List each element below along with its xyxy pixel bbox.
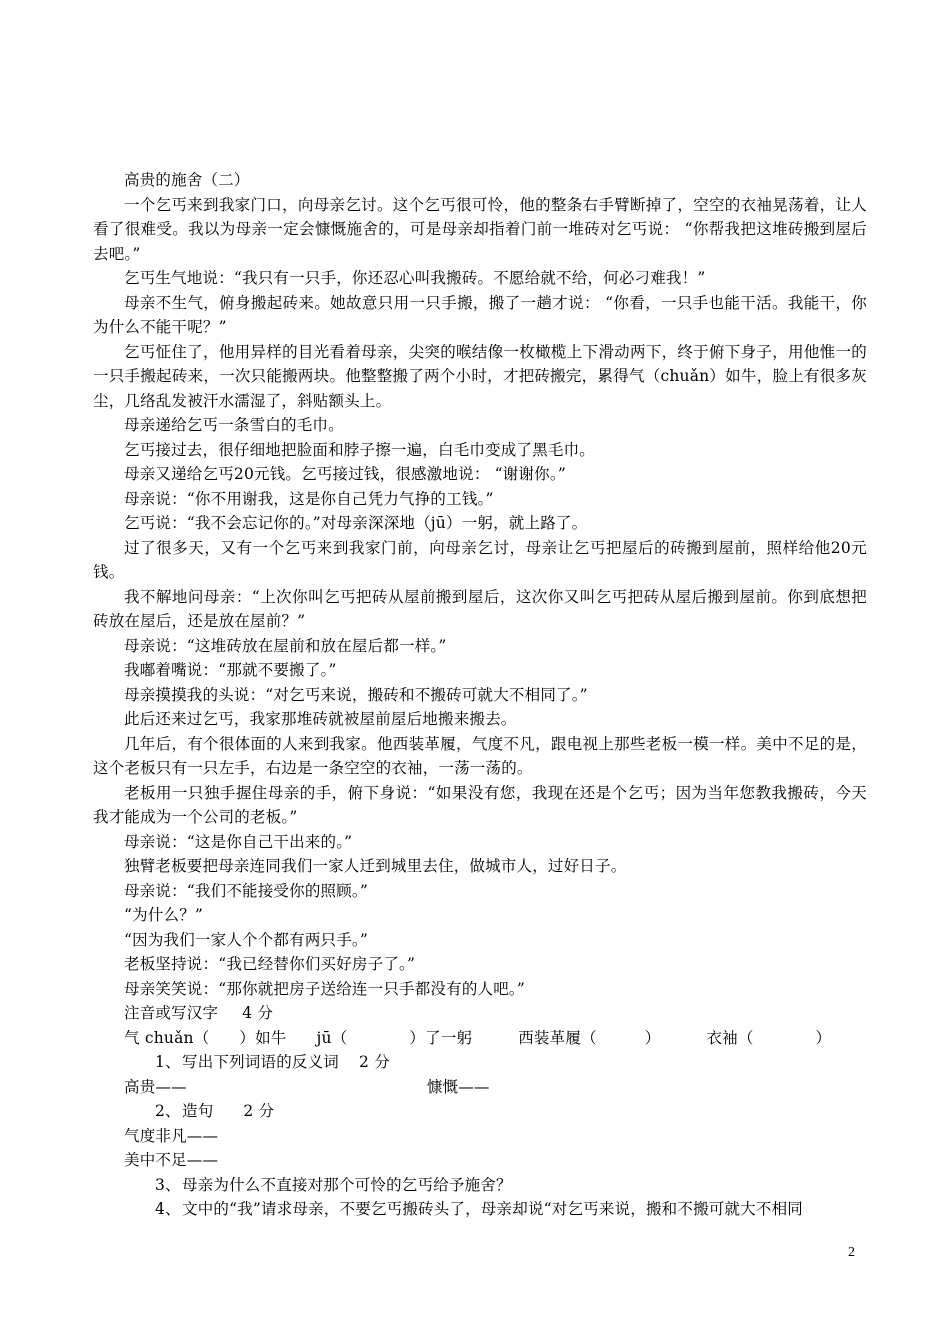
question-text: 母亲为什么不直接对那个可怜的乞丐给予施舍？ bbox=[182, 1175, 512, 1194]
antonym-item: 慷慨—— bbox=[426, 1077, 490, 1096]
zhuyin-item: ） bbox=[644, 1028, 661, 1047]
paragraph: 此后还来过乞丐，我家那堆砖就被屋前屋后地搬来搬去。 bbox=[124, 710, 517, 728]
question-number: 3、 bbox=[155, 1175, 181, 1194]
paragraph: 母亲不生气，俯身搬起砖来。她故意只用一只手搬，搬了一趟才说： “你看，一只手也能干活。我能干，你为什么不能干呢？” bbox=[93, 293, 867, 336]
question-text: 写出下列词语的反义词 bbox=[182, 1053, 340, 1071]
paragraph: 母亲说：“这堆砖放在屋前和放在屋后都一样。” bbox=[124, 636, 447, 655]
question-4 bbox=[93, 1197, 867, 1222]
exercise-zhuyin-heading bbox=[93, 1001, 867, 1026]
paragraph: 一个乞丐来到我家门口，向母亲乞讨。这个乞丐很可怜，他的整条右手臂断掉了，空空的衣袖晃荡着，让人看了很难受。我以为母亲一定会慷慨施舍的，可是母亲却指着门前一堆砖对乞丐说： “你帮我把这堆砖搬到屋后去吧。” bbox=[93, 195, 867, 263]
zhuyin-item: ）如牛 bbox=[239, 1028, 287, 1047]
zhuyin-item: ）了一躬 bbox=[409, 1028, 473, 1047]
question-2 bbox=[93, 1099, 867, 1124]
paragraph: 我嘟着嘴说：“那就不要搬了。” bbox=[124, 661, 337, 679]
antonym-item: 高贵—— bbox=[124, 1077, 187, 1096]
paragraph: 乞丐接过去，很仔细地把脸面和脖子擦一遍，白毛巾变成了黑毛巾。 bbox=[124, 440, 596, 459]
zhuyin-item: 西装革履（ bbox=[518, 1028, 597, 1047]
question-1-answers bbox=[93, 1075, 867, 1100]
question-score: 2 分 bbox=[243, 1102, 275, 1120]
sentence-item: 气度非凡—— bbox=[124, 1126, 219, 1145]
article-title: 高贵的施舍（二） bbox=[124, 171, 250, 189]
question-text: 造句 bbox=[182, 1102, 214, 1120]
paragraph: 母亲说：“我们不能接受你的照顾。” bbox=[124, 881, 368, 900]
paragraph: 我不解地问母亲：“上次你叫乞丐把砖从屋前搬到屋后，这次你又叫乞丐把砖从屋后搬到屋前。你到底想把砖放在屋后，还是放在屋前？” bbox=[93, 587, 867, 630]
zhuyin-item: 气 chuǎn（ bbox=[124, 1028, 210, 1047]
paragraph: 母亲摸摸我的头说：“对乞丐来说，搬砖和不搬砖可就大不相同了。” bbox=[124, 685, 588, 704]
paragraph: 乞丐生气地说：“我只有一只手，你还忍心叫我搬砖。不愿给就不给，何必刁难我！” bbox=[124, 269, 706, 287]
paragraph: 独臂老板要把母亲连同我们一家人迁到城里去住，做城市人，过好日子。 bbox=[124, 857, 627, 875]
paragraph: “为什么？” bbox=[124, 906, 204, 924]
paragraph: 乞丐怔住了，他用异样的目光看着母亲，尖突的喉结像一枚橄榄上下滑动两下，终于俯下身子，用他惟一的一只手搬起砖来，一次只能搬两块。他整整搬了两个小时，才把砖搬完，累得气（chuǎn）如牛，脸上有很多灰尘，几络乱发被汗水濡湿了，斜贴额头上。 bbox=[93, 342, 867, 410]
paragraph: 母亲又递给乞丐20元钱。乞丐接过钱，很感激地说： “谢谢你。” bbox=[124, 465, 566, 483]
paragraph: 几年后，有个很体面的人来到我家。他西装革履，气度不凡，跟电视上那些老板一模一样。美中不足的是，这个老板只有一只左手，右边是一条空空的衣袖，一荡一荡的。 bbox=[93, 734, 867, 777]
exercise-label: 注音或写汉字 bbox=[124, 1004, 219, 1022]
paragraph: 母亲说：“这是你自己干出来的。” bbox=[124, 832, 353, 851]
question-number: 1、 bbox=[155, 1053, 181, 1071]
question-1 bbox=[93, 1050, 867, 1075]
paragraph: 过了很多天，又有一个乞丐来到我家门前，向母亲乞讨，母亲让乞丐把屋后的砖搬到屋前，照样给他20元钱。 bbox=[93, 538, 867, 581]
paragraph: 母亲笑笑说：“那你就把房子送给连一只手都没有的人吧。” bbox=[124, 979, 525, 998]
exercise-score: 4 分 bbox=[242, 1004, 274, 1022]
paragraph: 母亲递给乞丐一条雪白的毛巾。 bbox=[124, 416, 344, 434]
zhuyin-item: ） bbox=[815, 1028, 832, 1047]
document-body bbox=[93, 168, 867, 1222]
paragraph: 乞丐说：“我不会忘记你的。”对母亲深深地（jū）一躬，就上路了。 bbox=[124, 514, 588, 532]
paragraph: 母亲说：“你不用谢我，这是你自己凭力气挣的工钱。” bbox=[124, 489, 494, 508]
question-text: 文中的“我”请求母亲，不要乞丐搬砖头了，母亲却说“对乞丐来说，搬和不搬可就大不相同 bbox=[182, 1200, 803, 1218]
zhuyin-item: 衣袖（ bbox=[706, 1028, 754, 1047]
paragraph: 老板用一只独手握住母亲的手，俯下身说：“如果没有您，我现在还是个乞丐；因为当年您教我搬砖，今天我才能成为一个公司的老板。” bbox=[93, 783, 867, 826]
exercise-zhuyin-items bbox=[93, 1026, 867, 1051]
paragraph: 老板坚持说：“我已经替你们买好房子了。” bbox=[124, 955, 416, 973]
page-number: 2 bbox=[848, 1245, 855, 1260]
zhuyin-item: jū（ bbox=[316, 1028, 348, 1047]
paragraph: “因为我们一家人个个都有两只手。” bbox=[124, 930, 368, 949]
question-number: 2、 bbox=[155, 1102, 181, 1120]
question-3 bbox=[93, 1173, 867, 1198]
question-number: 4、 bbox=[155, 1200, 181, 1218]
question-score: 2 分 bbox=[359, 1053, 390, 1071]
sentence-item: 美中不足—— bbox=[124, 1151, 219, 1169]
